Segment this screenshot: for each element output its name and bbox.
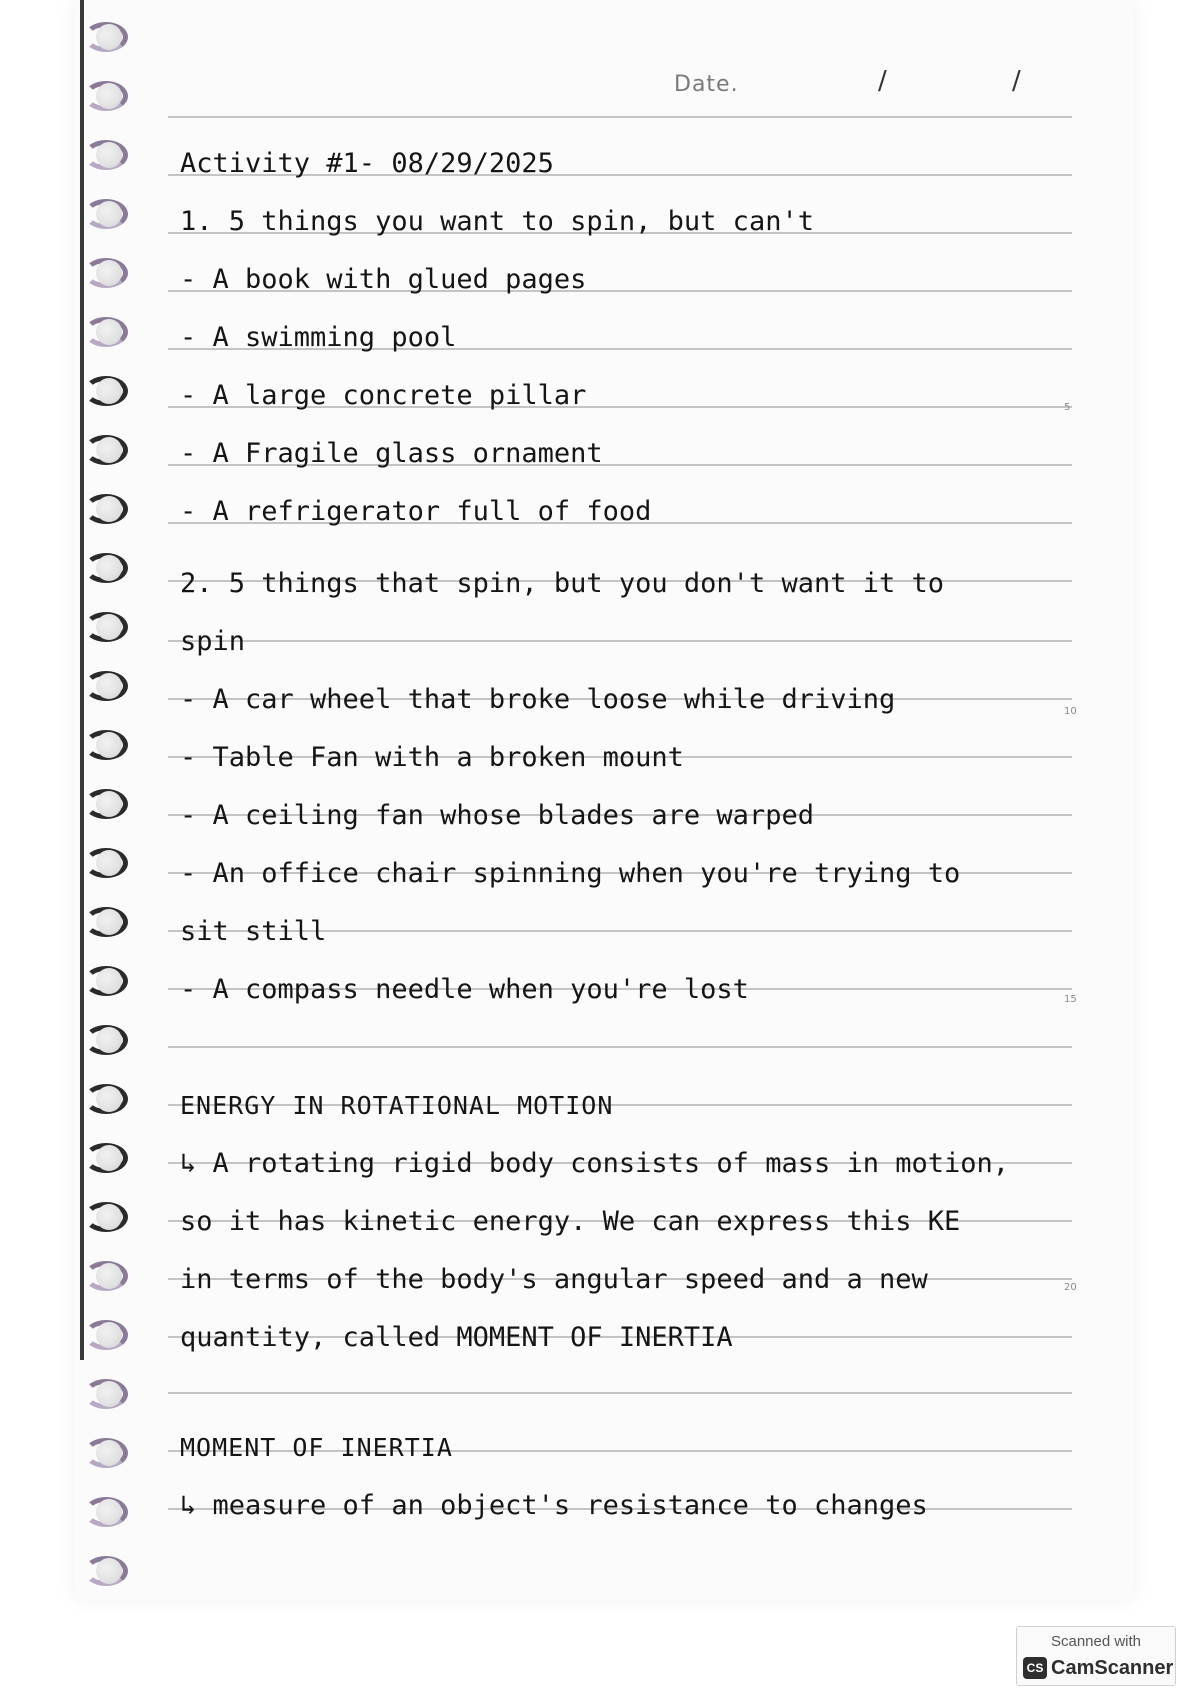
question-2: 2. 5 things that spin, but you don't want it to	[180, 568, 945, 599]
list-item-continued: sit still	[180, 916, 327, 947]
punched-hole	[96, 614, 122, 640]
question-1: 1. 5 things you want to spin, but can't	[180, 206, 814, 237]
punched-hole	[96, 1440, 122, 1466]
punched-hole	[96, 201, 122, 227]
list-item: - A car wheel that broke loose while driving	[180, 684, 896, 715]
paragraph-line: ↳ measure of an object's resistance to changes	[180, 1490, 928, 1521]
list-item: - Table Fan with a broken mount	[180, 742, 684, 773]
question-2-continued: spin	[180, 626, 246, 657]
punched-hole	[96, 968, 122, 994]
punched-hole	[96, 1027, 122, 1053]
punched-hole	[96, 1204, 122, 1230]
list-item: - A book with glued pages	[180, 264, 587, 295]
punched-hole	[96, 673, 122, 699]
list-item: - A Fragile glass ornament	[180, 438, 603, 469]
camscanner-watermark	[1016, 1626, 1176, 1686]
punched-hole	[96, 1499, 122, 1525]
date-separator-2: /	[1012, 66, 1021, 96]
section-heading-inertia: MOMENT OF INERTIA	[180, 1433, 453, 1462]
punched-hole	[96, 142, 122, 168]
activity-title: Activity #1- 08/29/2025	[180, 148, 554, 179]
date-label: Date.	[674, 72, 739, 97]
punched-hole	[96, 319, 122, 345]
ruled-line	[168, 1046, 1072, 1048]
paragraph-line: ↳ A rotating rigid body consists of mass in motion,	[180, 1148, 1010, 1179]
punched-hole	[96, 24, 122, 50]
punched-hole	[96, 496, 122, 522]
punched-hole	[96, 909, 122, 935]
list-item: - A ceiling fan whose blades are warped	[180, 800, 814, 831]
punched-hole	[96, 732, 122, 758]
punched-hole	[96, 1381, 122, 1407]
margin-number: 5	[1064, 402, 1071, 413]
punched-hole	[96, 260, 122, 286]
margin-number: 15	[1064, 994, 1077, 1005]
paragraph-line: in terms of the body's angular speed and a new	[180, 1264, 928, 1295]
paragraph-line: quantity, called MOMENT OF INERTIA	[180, 1322, 733, 1353]
section-heading-energy: ENERGY IN ROTATIONAL MOTION	[180, 1091, 614, 1120]
margin-number: 10	[1064, 706, 1077, 717]
list-item: - An office chair spinning when you're trying to	[180, 858, 961, 889]
scanned-with-label: Scanned with	[1050, 1633, 1142, 1650]
punched-hole	[96, 83, 122, 109]
punched-hole	[96, 378, 122, 404]
list-item: - A large concrete pillar	[180, 380, 587, 411]
punched-hole	[96, 1145, 122, 1171]
margin-number: 20	[1064, 1282, 1077, 1293]
punched-hole	[96, 1086, 122, 1112]
punched-hole	[96, 1322, 122, 1348]
list-item: - A refrigerator full of food	[180, 496, 652, 527]
ruled-line	[168, 1392, 1072, 1394]
list-item: - A swimming pool	[180, 322, 457, 353]
camscanner-brand: CamScanner	[1051, 1657, 1174, 1679]
punched-hole	[96, 1558, 122, 1584]
camscanner-logo-icon: CS	[1023, 1657, 1047, 1679]
punched-hole	[96, 791, 122, 817]
punched-hole	[96, 555, 122, 581]
punched-hole	[96, 1263, 122, 1289]
date-separator-1: /	[878, 66, 887, 96]
punched-hole	[96, 850, 122, 876]
punched-hole	[96, 437, 122, 463]
list-item: - A compass needle when you're lost	[180, 974, 749, 1005]
ruled-line	[168, 116, 1072, 118]
paragraph-line: so it has kinetic energy. We can express this KE	[180, 1206, 961, 1237]
